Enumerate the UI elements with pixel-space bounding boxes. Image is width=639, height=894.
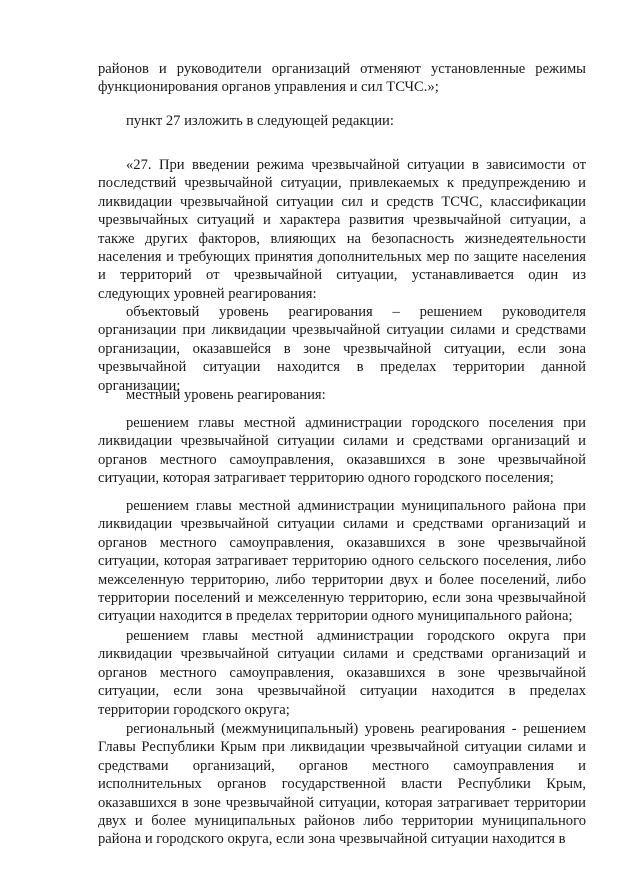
paragraph-regional-level: региональный (межмуниципальный) уровень реагирования - решением Главы Республики Крым при ликвидации чрезвычайной ситуации силами и средствами организаций, органов местного самоуправления и исполнительных органов государственной власти Республики Крым, оказавшихся в зоне чрезвычайной ситуации, которая затрагивает территории двух и более муниципальных районов либо территории муниципального района и городского округа, если зона чрезвычайной ситуации находится в (98, 721, 586, 848)
paragraph-object-level: объектовый уровень реагирования – решением руководителя организации при ликвидации чрезвычайной ситуации силами и средствами организации, оказавшейся в зоне чрезвычайной ситуации, если зона чрезвычайной ситуации находится в пределах территории данной организации; (98, 304, 586, 394)
paragraph-urban-settlement: решением главы местной администрации городского поселения при ликвидации чрезвычайной ситуации силами и средствами организаций и органов местного самоуправления, оказавшихся в зоне чрезвычайной ситуации, которая затрагивает территорию одного городского поселения; (98, 415, 586, 487)
paragraph-point-27-text: «27. При введении режима чрезвычайной ситуации в зависимости от последствий чрезвычайной ситуации, привлекаемых к предупреждению и ликвидации чрезвычайной ситуации сил и средств ТСЧС, классификации чрезвычайных ситуаций и характера развития чрезвычайной ситуации, а также других факторов, влияющих на безопасность жизнедеятельности населения и требующих принятия дополнительных мер по защите населения и территорий от чрезвычайной ситуации, устанавливается один из следующих уровней реагирования: (98, 157, 586, 302)
paragraph-point-27-intro: пункт 27 изложить в следующей редакции: (126, 113, 394, 129)
paragraph-local-level: местный уровень реагирования: (126, 387, 326, 403)
paragraph-continuation: районов и руководители организаций отменяют установленные режимы функционирования органов управления и сил ТСЧС.»; (98, 61, 586, 96)
paragraph-urban-district: решением главы местной администрации городского округа при ликвидации чрезвычайной ситуации силами и средствами организаций и органов местного самоуправления, оказавшихся в зоне чрезвычайной ситуации, если зона чрезвычайной ситуации находится в пределах территории городского округа; (98, 628, 586, 718)
paragraph-municipal-district: решением главы местной администрации муниципального района при ликвидации чрезвычайной ситуации силами и средствами организаций и органов местного самоуправления, оказавшихся в зоне чрезвычайной ситуации, которая затрагивает территорию одного сельского поселения, либо межселенную территорию, либо территории двух и более поселений, либо территории поселений и межселенную территорию, если зона чрезвычайной ситуации находится в пределах территории одного муниципального района; (98, 498, 586, 625)
